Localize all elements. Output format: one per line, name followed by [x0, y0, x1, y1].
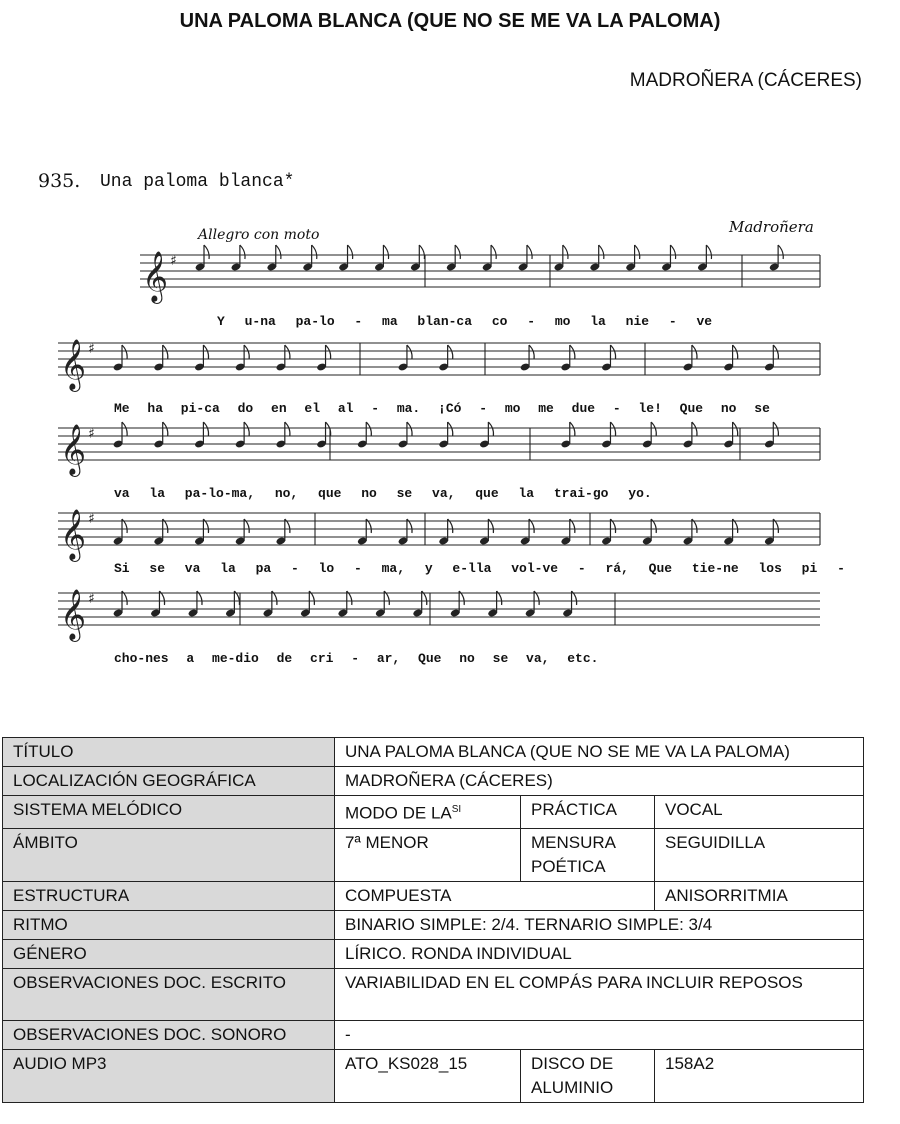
row-label: ÁMBITO: [3, 828, 335, 881]
row-label: OBSERVACIONES DOC. ESCRITO: [3, 968, 335, 1020]
lyric-line: Me ha pi-ca do en el al - ma. ¡Có - mo me due - le! Que no se: [114, 401, 770, 416]
svg-text:♯: ♯: [88, 426, 95, 442]
score-town: Madroñera: [729, 218, 814, 236]
table-row: [3, 767, 864, 796]
tempo-marking: Allegro con moto: [198, 227, 320, 243]
score-staves: [30, 160, 830, 680]
row-value: UNA PALOMA BLANCA (QUE NO SE ME VA LA PALOMA): [335, 738, 864, 767]
row-value: VOCAL: [655, 796, 864, 829]
lyric-line: Y u-na pa-lo - ma blan-ca co - mo la nie - ve: [217, 314, 713, 329]
row-label: DISCO DE ALUMINIO: [521, 1049, 655, 1102]
row-value: [335, 796, 521, 829]
row-label: AUDIO MP3: [3, 1049, 335, 1102]
score-number: 935.: [38, 170, 81, 192]
svg-text:𝄞: 𝄞: [60, 339, 87, 390]
row-label: ESTRUCTURA: [3, 881, 335, 910]
music-score: [30, 160, 845, 680]
row-value: ANISORRITMIA: [655, 881, 864, 910]
mode-text: MODO DE LA: [345, 803, 452, 823]
row-label: MENSURA POÉTICA: [521, 828, 655, 881]
row-value: BINARIO SIMPLE: 2/4. TERNARIO SIMPLE: 3/4: [335, 910, 864, 939]
row-value: COMPUESTA: [335, 881, 655, 910]
row-value: ATO_KS028_15: [335, 1049, 521, 1102]
row-value: SEGUIDILLA: [655, 828, 864, 881]
row-label: PRÁCTICA: [521, 796, 655, 829]
svg-text:♯: ♯: [88, 341, 95, 357]
location-heading: MADROÑERA (CÁCERES): [629, 70, 862, 91]
row-value: LÍRICO. RONDA INDIVIDUAL: [335, 939, 864, 968]
page-title: UNA PALOMA BLANCA (QUE NO SE ME VA LA PALOMA): [179, 10, 721, 32]
table-row: [3, 1020, 864, 1049]
row-value: 7ª MENOR: [335, 828, 521, 881]
score-title: Una paloma blanca*: [100, 172, 295, 192]
row-value: MADROÑERA (CÁCERES): [335, 767, 864, 796]
row-value: 158A2: [655, 1049, 864, 1102]
table-row: [3, 738, 864, 767]
svg-text:𝄞: 𝄞: [142, 251, 169, 302]
svg-text:♯: ♯: [170, 253, 177, 269]
row-label: GÉNERO: [3, 939, 335, 968]
svg-text:𝄞: 𝄞: [60, 509, 87, 560]
table-row: [3, 881, 864, 910]
row-label: OBSERVACIONES DOC. SONORO: [3, 1020, 335, 1049]
table-row: [3, 939, 864, 968]
row-label: SISTEMA MELÓDICO: [3, 796, 335, 829]
row-label: RITMO: [3, 910, 335, 939]
lyric-line: cho-nes a me-dio de cri - ar, Que no se va, etc.: [114, 651, 599, 666]
lyric-line: Si se va la pa - lo - ma, y e-lla vol-ve - rá, Que tie-ne los pi -: [114, 561, 845, 576]
mode-superscript: SI: [451, 804, 462, 815]
table-row: [3, 796, 864, 829]
table-row: [3, 828, 864, 881]
lyric-line: va la pa-lo-ma, no, que no se va, que la trai-go yo.: [114, 486, 652, 501]
row-label: TÍTULO: [3, 738, 335, 767]
svg-text:♯: ♯: [88, 591, 95, 607]
metadata-table: [2, 737, 864, 1103]
row-value: -: [335, 1020, 864, 1049]
svg-text:♯: ♯: [88, 511, 95, 527]
table-row: [3, 1049, 864, 1102]
row-label: LOCALIZACIÓN GEOGRÁFICA: [3, 767, 335, 796]
table-row: [3, 910, 864, 939]
svg-text:𝄞: 𝄞: [60, 589, 87, 640]
table-row: [3, 968, 864, 1020]
svg-text:𝄞: 𝄞: [60, 424, 87, 475]
row-value: VARIABILIDAD EN EL COMPÁS PARA INCLUIR REPOSOS: [335, 968, 864, 1020]
